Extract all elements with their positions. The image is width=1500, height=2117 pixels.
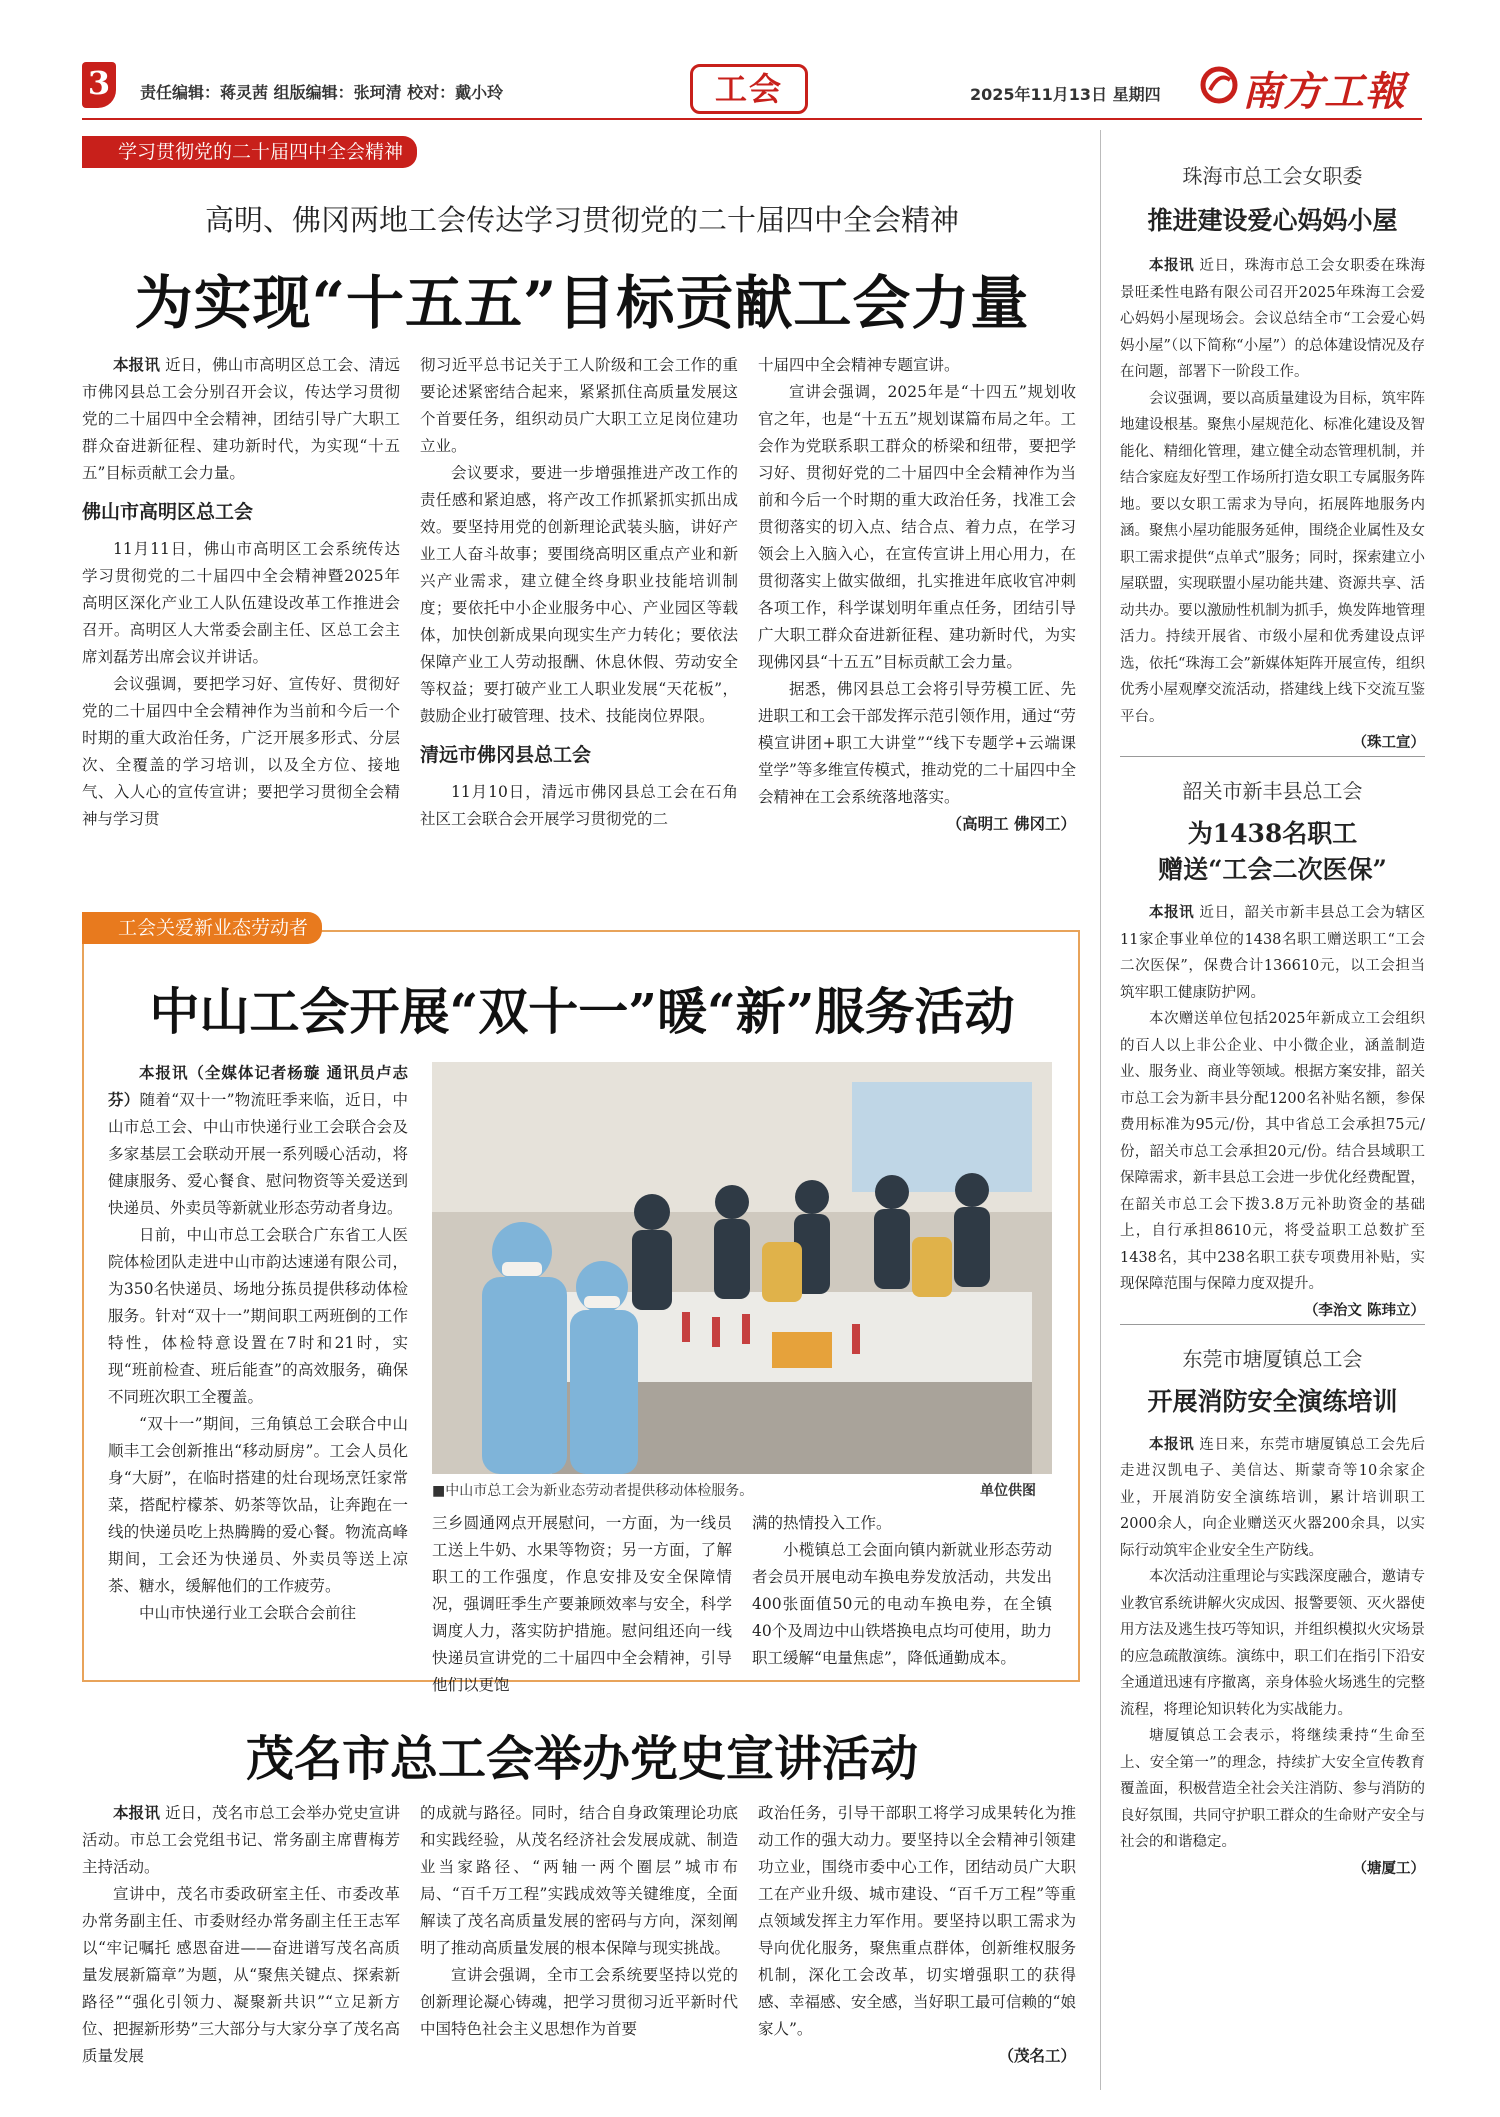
paragraph: 近日，韶关市新丰县总工会为辖区11家企事业单位的1438名职工赠送职工“工会二次医保”，保费合计136610元，以工会担当筑牢职工健康防护网。 xyxy=(1120,905,1426,1001)
paragraph: “双十一”期间，三角镇总工会联合中山顺丰工会创新推出“移动厨房”。工会人员化身“大厨”，在临时搭建的灶台现场烹饪家常菜，搭配柠檬茶、奶茶等饮品，让奔跑在一线的快递员吃上热腾腾的爱心餐。物流高峰期间，工会还为快递员、外卖员等送上凉茶、糖水，缓解他们的工作疲劳。 xyxy=(108,1415,408,1595)
paragraph: 本次赠送单位包括2025年新成立工会组织的百人以上非公企业、中小微企业，涵盖制造业、服务业、商业等领域。根据方案安排，韶关市总工会为新丰县分配1200名补贴名额，参保费用标准为95元/份，其中省总工会承担75元/份，韶关市总工会承担20元/份。结合县域职工保障需求，新丰县总工会进一步优化经费配置，在韶关市总工会下拨3.8万元补助资金的基础上，自行承担8610元，将受益职工总数扩至1438名，其中238名职工获专项费用补贴，实现保障范围与保障力度双提升。 xyxy=(1120,1011,1425,1292)
paragraph: 小榄镇总工会面向镇内新就业形态劳动者会员开展电动车换电券发放活动，共发出400张面值50元的电动车换电券，在全镇40个及周边中山铁塔换电点均可使用，助力职工缓解“电量焦虑”，降低通勤成本。 xyxy=(752,1541,1052,1667)
feature1-col3 xyxy=(758,352,1076,838)
paragraph: 满的热情投入工作。 xyxy=(752,1514,892,1532)
sidebar3-body xyxy=(1120,1432,1426,1877)
article-credit: （高明工 佛冈工） xyxy=(946,815,1076,833)
article-credit: （茂名工） xyxy=(998,2047,1076,2065)
sidebar2-title-line1: 为1438名职工 xyxy=(1187,819,1358,848)
sidebar3-title: 开展消防安全演练培训 xyxy=(1147,1386,1398,1416)
feature3-col1 xyxy=(82,1800,400,2070)
paragraph: 中山市快递行业工会联合会前往 xyxy=(139,1604,357,1622)
paragraph: 近日，佛山市高明区总工会、清远市佛冈县总工会分别召开会议，传达学习贯彻党的二十届四中全会精神，团结引导广大职工群众奋进新征程、建功新时代，为实现“十五五”目标贡献工会力量。 xyxy=(82,356,400,482)
lead-tag: 本报讯（全媒体记者杨璇 通讯员卢志芬） xyxy=(108,1064,408,1109)
feature1-col1 xyxy=(82,352,400,833)
feature3-col3 xyxy=(758,1800,1076,2070)
photo-health-check-illustration xyxy=(432,1062,1052,1474)
feature1-banner: 学习贯彻党的二十届四中全会精神 xyxy=(82,136,417,168)
paragraph: 会议强调，要把学习好、宣传好、贯彻好党的二十届四中全会精神作为当前和今后一个时期的重大政治任务，广泛开展多形式、分层次、全覆盖的学习培训，以及全方位、接地气、入人心的宣传宣讲；要把学习贯彻全会精神与学习贯 xyxy=(82,675,400,828)
feature2-photo xyxy=(432,1062,1052,1474)
lead-tag: 本报讯 xyxy=(1149,1436,1195,1453)
feature2-col1 xyxy=(108,1060,408,1627)
paragraph: 近日，珠海市总工会女职委在珠海景旺柔性电路有限公司召开2025年珠海工会爱心妈妈小屋现场会。会议总结全市“工会爱心妈妈小屋”（以下简称“小屋”）的总体建设情况及存在问题，部署下一阶段工作。 xyxy=(1120,258,1426,380)
paragraph: 近日，茂名市总工会举办党史宣讲活动。市总工会党组书记、常务副主席曹梅芳主持活动。 xyxy=(82,1804,400,1876)
header-rule xyxy=(82,118,1422,120)
feature1-col2 xyxy=(420,352,738,833)
paragraph: 11月11日，佛山市高明区工会系统传达学习贯彻党的二十届四中全会精神暨2025年高明区深化产业工人队伍建设改革工作推进会召开。高明区人大常委会副主任、区总工会主席刘磊芳出席会议并讲话。 xyxy=(82,540,400,666)
paragraph: 会议强调，要以高质量建设为目标，筑牢阵地建设根基。聚焦小屋规范化、标准化建设及智能化、精细化管理，建立健全动态管理机制，并结合家庭友好型工作场所打造女职工专属服务阵地。要以女职工需求为导向，拓展阵地服务内涵。聚焦小屋功能服务延伸，围绕企业属性及女职工需求提供“点单式”服务；同时，探索建立小屋联盟，实现联盟小屋功能共建、资源共享、活动共办。要以激励性机制为抓手，焕发阵地管理活力。持续开展省、市级小屋和优秀建设点评选，依托“珠海工会”新媒体矩阵开展宣传，组织优秀小屋观摩交流活动，搭建线上线下交流互鉴平台。 xyxy=(1120,390,1425,725)
sidebar1-title: 推进建设爱心妈妈小屋 xyxy=(1147,206,1398,235)
paragraph: 宣讲会强调，2025年是“十四五”规划收官之年，也是“十五五”规划谋篇布局之年。工会作为党联系职工群众的桥梁和纽带，要把学习好、贯彻好党的二十届四中全会精神作为当前和今后一个时期的重大政治任务，找准工会贯彻落实的切入点、结合点、着力点，在学习领会上入脑入心，在宣传宣讲上用心用力，在贯彻落实上做实做细，扎实推进年底收官冲刺各项工作，科学谋划明年重点任务，团结引导广大职工群众奋进新征程、建功新时代，为实现佛冈县“十五五”目标贡献工会力量。 xyxy=(758,383,1076,671)
paragraph: 宣讲中，茂名市委政研室主任、市委改革办常务副主任、市委财经办常务副主任王志军以“牢记嘱托 感恩奋进——奋进谱写茂名高质量发展新篇章”为题，从“聚焦关键点、探索新路径”“强化引领力、凝聚新共识”“立足新方位、把握新形势”三大部分与大家分享了茂名高质量发展 xyxy=(82,1885,400,2065)
article-credit: （李治文 陈玮立） xyxy=(1303,1302,1425,1319)
paragraph: 三乡圆通网点开展慰问，一方面，为一线员工送上牛奶、水果等物资；另一方面，了解职工的工作强度，作息安排及安全保障情况，强调旺季生产要兼顾效率与安全，科学调度人力，落实防护措施。慰问组还向一线快递员宣讲党的二十届四中全会精神，引导他们以更饱 xyxy=(432,1514,732,1694)
feature2-title: 中山工会开展“双十一”暖“新”服务活动 xyxy=(149,982,1015,1041)
subhead-fogang: 清远市佛冈县总工会 xyxy=(420,744,592,766)
article-credit: （塘厦工） xyxy=(1352,1860,1425,1877)
paragraph: 据悉，佛冈县总工会将引导劳模工匠、先进职工和工会干部发挥示范引领作用，通过“劳模宣讲团+职工大讲堂”“线下专题学+云端课堂学”等多维宣传模式，推动党的二十届四中全会精神在工会系统落地落实。 xyxy=(758,680,1076,806)
sidebar2-kicker: 韶关市新丰县总工会 xyxy=(1182,779,1363,803)
paragraph: 11月10日，清远市佛冈县总工会在石角社区工会联合会开展学习贯彻党的二 xyxy=(420,783,738,828)
paragraph: 会议要求，要进一步增强推进产改工作的责任感和紧迫感，将产改工作抓紧抓实抓出成效。要坚持用党的创新理论武装头脑，讲好产业工人奋斗故事；要围绕高明区重点产业和新兴产业需求，建立健全终身职业技能培训制度；要依托中小企业服务中心、产业园区等载体，加快创新成果向现实生产力转化；要依法保障产业工人劳动报酬、休息休假、劳动安全等权益；要打破产业工人职业发展“天花板”，鼓励企业打破管理、技术、技能岗位界限。 xyxy=(420,464,738,725)
feature3-col2 xyxy=(420,1800,738,2043)
sidebar1-kicker: 珠海市总工会女职委 xyxy=(1182,164,1363,188)
paragraph: 政治任务，引导干部职工将学习成果转化为推动工作的强大动力。要坚持以全会精神引领建功立业，围绕市委中心工作，团结动员广大职工在产业升级、城市建设、“百千万工程”等重点领域发挥主力军作用。要坚持以职工需求为导向优化服务，聚焦重点群体，创新维权服务机制，深化工会改革，切实增强职工的获得感、幸福感、安全感，当好职工最可信赖的“娘家人”。 xyxy=(758,1804,1076,2038)
lead-tag: 本报讯 xyxy=(113,356,161,374)
sidebar xyxy=(1120,160,1425,1882)
article-credit: （珠工宣） xyxy=(1352,735,1425,751)
column-divider xyxy=(1100,130,1101,2090)
issue-date: 2025年11月13日 星期四 xyxy=(970,85,1161,104)
feature3-title: 茂名市总工会举办党史宣讲活动 xyxy=(245,1731,918,1787)
paragraph: 十届四中全会精神专题宣讲。 xyxy=(758,356,960,374)
section-label: 工会 xyxy=(690,64,808,114)
paragraph: 本次活动注重理论与实践深度融合，邀请专业教官系统讲解火灾成因、报警要领、灭火器使用方法及逃生技巧等知识，并组织模拟火灾场景的应急疏散演练。演练中，职工们在指引下沿安全通道迅速有序撤离，亲身体验火场逃生的完整流程，将理论知识转化为实战能力。 xyxy=(1120,1569,1425,1718)
editors-line: 责任编辑：蒋灵茜 组版编辑：张珂清 校对：戴小玲 xyxy=(140,83,504,102)
paragraph: 的成就与路径。同时，结合自身政策理论功底和实践经验，从茂名经济社会发展成就、制造业当家路径、“两轴一两个圈层”城市布局、“百千万工程”实践成效等关键维度，全面解读了茂名高质量发展的密码与方向，深刻阐明了推动高质量发展的根本保障与现实挑战。 xyxy=(420,1804,738,1957)
paragraph: 连日来，东莞市塘厦镇总工会先后走进汉凯电子、美信达、斯蒙奇等10余家企业，开展消防安全演练培训，累计培训职工2000余人，向企业赠送灭火器200余具，以实际行动筑牢企业安全生产防线。 xyxy=(1120,1436,1426,1559)
feature2-photo-credit: 单位供图 xyxy=(980,1483,1036,1499)
brand-name: 南方工報 xyxy=(1242,68,1406,115)
paragraph: 随着“双十一”物流旺季来临，近日，中山市总工会、中山市快递行业工会联合会及多家基层工会联动开展一系列暖心活动，将健康服务、爱心餐食、慰问物资等关爱送到快递员、外卖员等新就业形态劳动者身边。 xyxy=(108,1091,408,1217)
feature2-banner: 工会关爱新业态劳动者 xyxy=(82,912,322,944)
lead-tag: 本报讯 xyxy=(1149,905,1195,921)
sidebar2-body xyxy=(1120,900,1426,1319)
paragraph: 彻习近平总书记关于工人阶级和工会工作的重要论述紧密结合起来，紧紧抓住高质量发展这个首要任务，组织动员广大职工立足岗位建功立业。 xyxy=(420,356,738,455)
sidebar3-kicker: 东莞市塘厦镇总工会 xyxy=(1182,1346,1363,1371)
sidebar1-body xyxy=(1120,253,1426,751)
feature1-title: 为实现“十五五”目标贡献工会力量 xyxy=(134,269,1030,337)
brand-logo-icon xyxy=(1200,66,1238,104)
paragraph: 塘厦镇总工会表示，将继续秉持“生命至上、安全第一”的理念，持续扩大安全宣传教育覆盖面，积极营造全社会关注消防、参与消防的良好氛围，共同守护职工群众的生命财产安全与社会的和谐稳定。 xyxy=(1120,1728,1425,1850)
lead-tag: 本报讯 xyxy=(1149,258,1195,274)
page-number-badge xyxy=(82,62,116,108)
page-number: 3 xyxy=(87,64,111,102)
sidebar2-title-line2: 赠送“工会二次医保” xyxy=(1158,855,1387,884)
paragraph: 宣讲会强调，全市工会系统要坚持以党的创新理论凝心铸魂，把学习贯彻习近平新时代中国特色社会主义思想作为首要 xyxy=(420,1966,738,2038)
page-header xyxy=(0,0,1500,125)
lead-tag: 本报讯 xyxy=(113,1804,161,1822)
feature2-photo-caption: ■中山市总工会为新业态劳动者提供移动体检服务。 xyxy=(432,1483,754,1499)
paragraph: 日前，中山市总工会联合广东省工人医院体检团队走进中山市韵达速递有限公司，为350名快递员、场地分拣员提供移动体检服务。针对“双十一”期间职工两班倒的工作特性，体检特意设置在7时和21时，实现“班前检查、班后能查”的高效服务，确保不同班次职工全覆盖。 xyxy=(108,1226,408,1406)
feature2-col2 xyxy=(432,1510,732,1699)
subhead-gaoming: 佛山市高明区总工会 xyxy=(82,501,254,523)
feature1-kicker: 高明、佛冈两地工会传达学习贯彻党的二十届四中全会精神 xyxy=(204,203,959,237)
feature2-col3 xyxy=(752,1510,1052,1672)
